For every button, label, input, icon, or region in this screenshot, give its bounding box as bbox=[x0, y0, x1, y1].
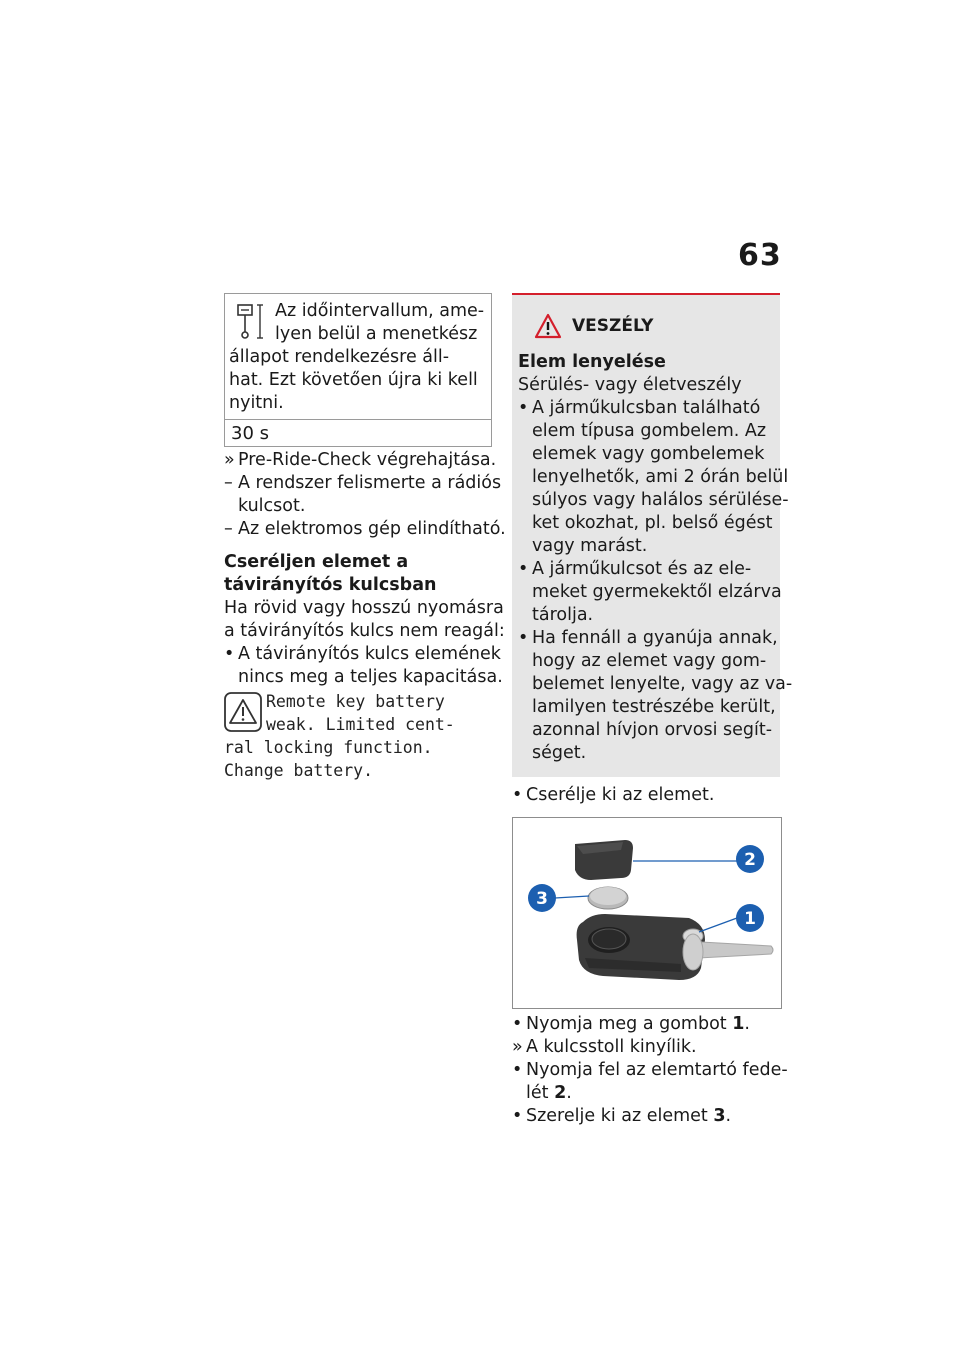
left-column bbox=[224, 293, 506, 782]
display-message-line: weak. Limited cent- bbox=[266, 715, 455, 734]
danger-notice bbox=[512, 293, 793, 777]
step-list bbox=[512, 1013, 788, 1128]
info-line: nyitni. bbox=[229, 393, 284, 413]
time-value: 30 s bbox=[225, 419, 491, 446]
display-message-line: Remote key battery bbox=[266, 692, 445, 711]
danger-bullet: • A járműkulcsot és az ele- meket gyermekektől elzárva tárolja. bbox=[518, 559, 782, 625]
callout-2 bbox=[736, 845, 764, 873]
svg-text:3: 3 bbox=[536, 889, 548, 909]
condition-list bbox=[224, 643, 503, 689]
warning-triangle-icon bbox=[224, 692, 262, 732]
info-line: Az időintervallum, ame- bbox=[275, 301, 485, 321]
info-line: állapot rendelkezésre áll- bbox=[229, 347, 450, 367]
svg-text:2: 2 bbox=[744, 850, 756, 870]
result-line: » Pre-Ride-Check végrehajtása. bbox=[224, 450, 497, 470]
danger-exclamation-icon bbox=[534, 313, 562, 339]
display-message-line: Change battery. bbox=[224, 761, 374, 780]
action-line: • Cserélje ki az elemet. bbox=[512, 785, 715, 805]
svg-text:1: 1 bbox=[744, 909, 756, 929]
key-battery-figure bbox=[512, 817, 782, 1009]
info-line: hat. Ezt követően újra ki kell bbox=[229, 370, 478, 390]
condition-line: • A távirányítós kulcs elemének bbox=[224, 644, 501, 664]
key-blade bbox=[699, 942, 773, 958]
danger-bullet: • A járműkulcsban található elem típusa gombelem. Az elemek vagy gombelemek lenyelhetők, ami 2 órán belül súlyos vagy halálos sérülése- ket okozhat, pl. belső égést vagy marást. bbox=[518, 398, 789, 556]
danger-subtitle: Elem lenyelése bbox=[518, 352, 666, 372]
result-line: kulcsot. bbox=[238, 496, 306, 516]
info-line: lyen belül a menetkész bbox=[275, 324, 478, 344]
section-heading: Cseréljen elemet a távirányítós kulcsban bbox=[224, 552, 437, 595]
right-column bbox=[512, 293, 793, 1128]
danger-risk: Sérülés- vagy életveszély bbox=[518, 375, 742, 395]
step-line: lét 2. bbox=[526, 1083, 572, 1103]
stopwatch-icon bbox=[235, 302, 265, 342]
step-line: • Szerelje ki az elemet 3. bbox=[512, 1106, 732, 1126]
step-line: • Nyomja fel az elemtartó fede- bbox=[512, 1060, 788, 1080]
step-line: • Nyomja meg a gombot 1. bbox=[512, 1014, 750, 1034]
page-number: 63 bbox=[738, 238, 782, 273]
display-message bbox=[224, 690, 492, 782]
callout-3 bbox=[528, 884, 556, 912]
danger-bullet: • Ha fennáll a gyanúja annak, hogy az elemet vagy gom- belemet lenyelte, vagy az va- lamilyen testrészébe került, azonnal hívjon orvosi segít- séget. bbox=[518, 628, 793, 763]
condition-line: nincs meg a teljes kapacitása. bbox=[238, 667, 503, 687]
result-line: – Az elektromos gép elindítható. bbox=[224, 519, 506, 539]
callout-1 bbox=[736, 904, 764, 932]
key-illustration bbox=[513, 818, 781, 1008]
danger-title: VESZÉLY bbox=[572, 315, 654, 336]
paragraph: Ha rövid vagy hosszú nyomásra a távirányítós kulcs nem reagál: bbox=[224, 598, 505, 641]
result-line: – A rendszer felismerte a rádiós bbox=[224, 473, 502, 493]
time-info-box bbox=[224, 293, 492, 447]
display-message-line: ral locking function. bbox=[224, 738, 433, 757]
step-line: » A kulcsstoll kinyílik. bbox=[512, 1037, 697, 1057]
